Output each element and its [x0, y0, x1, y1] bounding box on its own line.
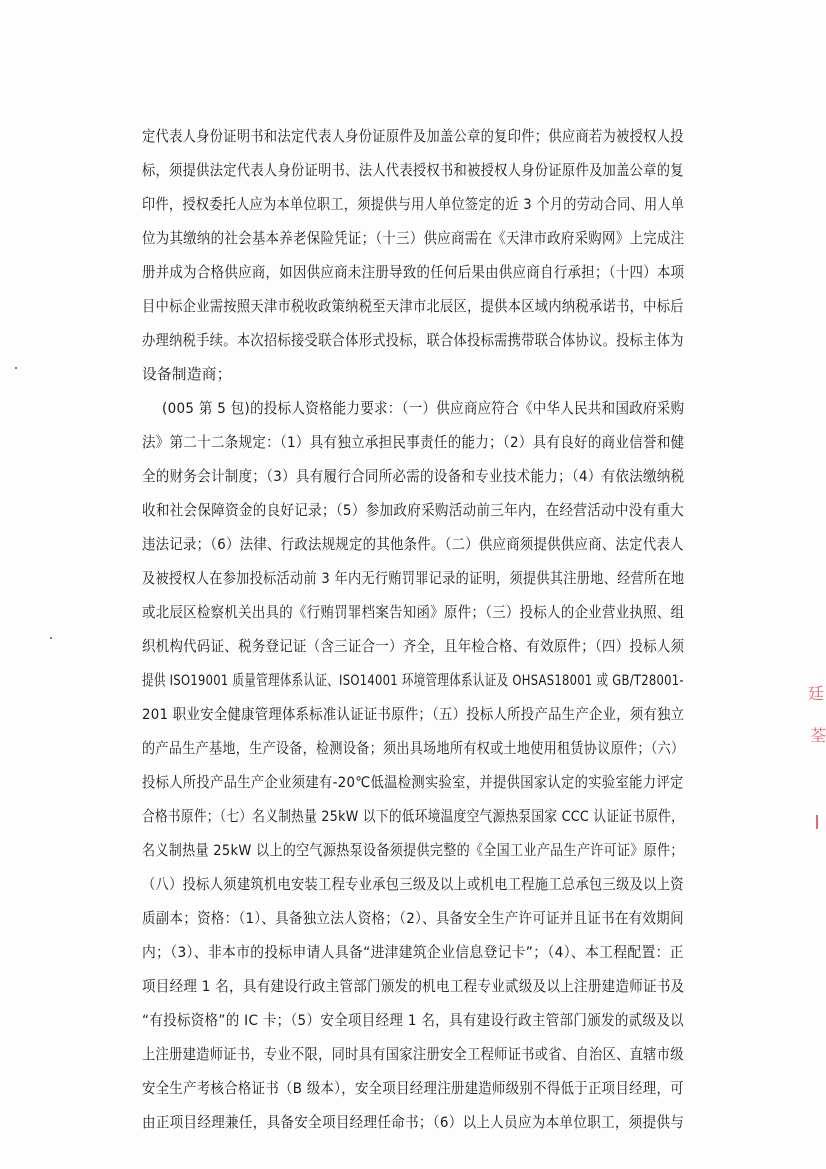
- scan-speck: [50, 637, 52, 639]
- text-line: 及被授权人在参加投标活动前 3 年内无行贿罚罪记录的证明，须提供其注册地、经营所在地: [142, 570, 685, 587]
- text-line: 合格书原件；（七）名义制热量 25kW 以下的低环境温度空气源热泵国家 CCC 认证证书原件，: [142, 808, 685, 825]
- text-line: 位为其缴纳的社会基本养老保险凭证；（十三）供应商需在《天津市政府采购网》上完成注: [142, 230, 685, 247]
- text-line: 项目经理 1 名，具有建设行政主管部门颁发的机电工程专业贰级及以上注册建造师证书及: [142, 978, 685, 995]
- text-line: 名义制热量 25kW 以上的空气源热泵设备须提供完整的《全国工业产品生产许可证》原件；: [142, 842, 684, 859]
- text-line: 织机构代码证、税务登记证（含三证合一）齐全，且年检合格、有效原件；（四）投标人须: [142, 638, 685, 655]
- text-line: 投标人所投产品生产企业须建有-20℃低温检测实验室，并提供国家认定的实验室能力评定: [142, 774, 684, 791]
- text-line: （八）投标人须建筑机电安装工程专业承包三级及以上或机电工程施工总承包三级及以上资: [142, 876, 684, 893]
- text-line: 201 职业安全健康管理体系标准认证证书原件；（五）投标人所投产品生产企业，须有独立: [142, 706, 685, 723]
- text-line: 全的财务会计制度；（3）具有履行合同所必需的设备和专业技术能力；（4）有依法缴纳税: [142, 468, 685, 485]
- text-line: 内；（3）、非本市的投标申请人具备“进津建筑企业信息登记卡”；（4）、本工程配置：正: [142, 944, 684, 961]
- text-line: 质副本；资格：（1）、具备独立法人资格；（2）、具备安全生产许可证并且证书在有效期间: [142, 910, 684, 927]
- text-line: 收和社会保障资金的良好记录；（5）参加政府采购活动前三年内，在经营活动中没有重大: [142, 502, 685, 519]
- text-line: 违法记录；（6）法律、行政法规规定的其他条件。（二）供应商须提供供应商、法定代表人: [142, 536, 684, 553]
- seal-stamp-fragment: [808, 686, 824, 702]
- text-line: 印件，授权委托人应为本单位职工，须提供与用人单位签定的近 3 个月的劳动合同、用人单: [142, 196, 685, 213]
- text-line: 或北辰区检察机关出具的《行贿罚罪档案告知函》原件；（三）投标人的企业营业执照、组: [142, 604, 685, 621]
- text-line: “有投标资格”的 IC 卡；（5）安全项目经理 1 名，具有建设行政主管部门颁发的贰级及以: [142, 1012, 684, 1029]
- text-line: 提供 ISO19001 质量管理体系认证、ISO14001 环境管理体系认证及 OHSAS18001 或 GB/T28001-: [142, 672, 684, 689]
- text-line: 办理纳税手续。本次招标接受联合体形式投标，联合体投标需携带联合体协议。投标主体为: [142, 332, 684, 349]
- text-line: 的产品生产基地，生产设备，检测设备；须出具场地所有权或土地使用租赁协议原件；（六）: [142, 740, 685, 757]
- text-line: 标，须提供法定代表人身份证明书、法人代表授权书和被授权人身份证原件及加盖公章的复: [142, 162, 684, 179]
- seal-stamp-edge: [816, 815, 818, 829]
- text-line: 册并成为合格供应商，如因供应商未注册导致的任何后果由供应商自行承担；（十四）本项: [142, 264, 685, 281]
- text-line: (005 第 5 包)的投标人资格能力要求：（一）供应商应符合《中华人民共和国政府采购: [162, 400, 685, 417]
- seal-stamp-fragment: [810, 728, 826, 744]
- seal-stamp-text: 廷: [808, 684, 825, 703]
- text-line: 由正项目经理兼任，具备安全项目经理任命书；（6）以上人员应为本单位职工，须提供与: [142, 1114, 685, 1131]
- text-line: 定代表人身份证明书和法定代表人身份证原件及加盖公章的复印件；供应商若为被授权人投: [142, 128, 684, 145]
- text-line: 法》第二十二条规定：（1）具有独立承担民事责任的能力；（2）具有良好的商业信誉和健: [142, 434, 685, 451]
- text-line: 目中标企业需按照天津市税收政策纳税至天津市北辰区，提供本区域内纳税承诺书，中标后: [142, 298, 684, 315]
- scan-speck: [15, 367, 17, 369]
- text-line: 上注册建造师证书，专业不限，同时具有国家注册安全工程师证书或省、自治区、直辖市级: [142, 1046, 684, 1063]
- text-line: 安全生产考核合格证书（B 级本），安全项目经理注册建造师级别不得低于正项目经理，可: [142, 1080, 684, 1097]
- seal-stamp-text: 荃: [810, 726, 826, 745]
- text-line: 设备制造商；: [142, 366, 232, 383]
